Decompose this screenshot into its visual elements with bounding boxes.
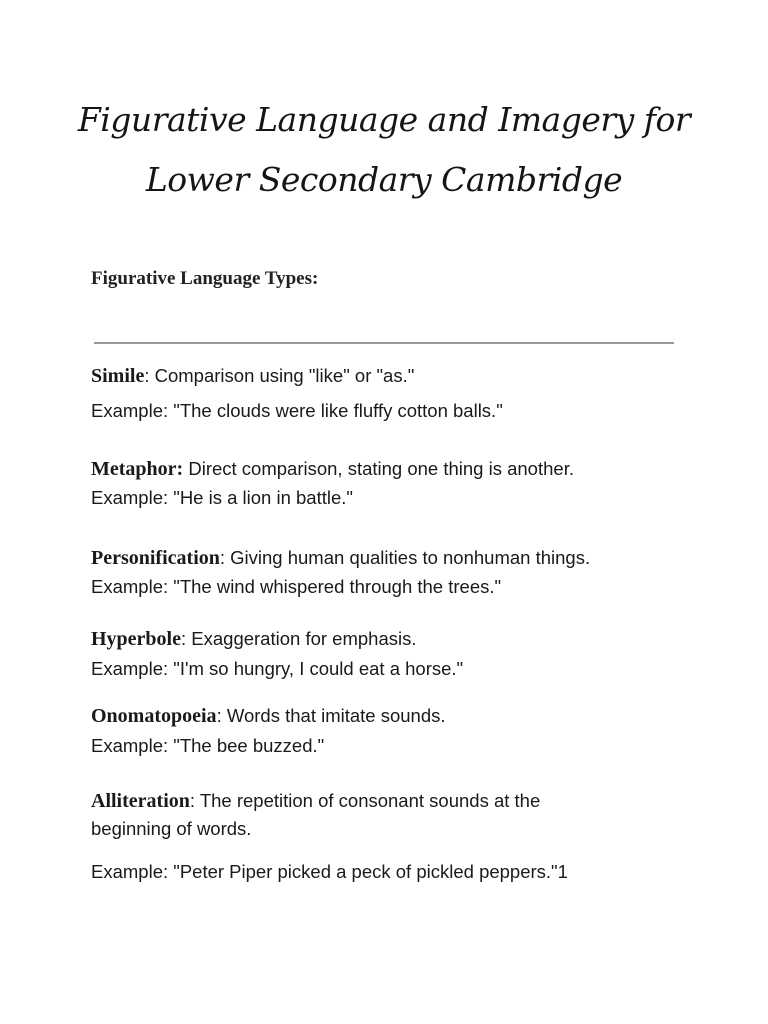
- alliteration-example: Example: "Peter Piper picked a peck of pickled peppers."1: [91, 861, 568, 882]
- metaphor-example: Example: "He is a lion in battle.": [91, 487, 353, 508]
- title-line-1: Figurative Language and Imagery for: [77, 100, 691, 139]
- personification-example: Example: "The wind whispered through the trees.": [91, 576, 502, 597]
- simile-term: Simile: [91, 365, 145, 387]
- section-heading: Figurative Language Types:: [91, 268, 319, 289]
- onomatopoeia-text: : Words that imitate sounds.: [216, 705, 446, 726]
- hyperbole-example: Example: "I'm so hungry, I could eat a horse.": [91, 658, 464, 679]
- personification-definition: [91, 547, 590, 570]
- title-line-2: Lower Secondary Cambridge: [145, 160, 623, 199]
- onomatopoeia-example: Example: "The bee buzzed.": [91, 735, 325, 756]
- alliteration-definition: [91, 790, 540, 813]
- onomatopoeia-definition: [91, 705, 446, 728]
- onomatopoeia-term: Onomatopoeia: [91, 705, 217, 727]
- alliteration-definition-cont: beginning of words.: [91, 818, 252, 839]
- metaphor-text: Direct comparison, stating one thing is another.: [183, 458, 574, 479]
- alliteration-term: Alliteration: [91, 790, 190, 812]
- metaphor-term: Metaphor:: [91, 458, 184, 480]
- divider: [94, 342, 674, 344]
- hyperbole-text: : Exaggeration for emphasis.: [181, 628, 417, 649]
- personification-text: : Giving human qualities to nonhuman things.: [219, 547, 591, 568]
- hyperbole-definition: [91, 628, 417, 651]
- simile-example: Example: "The clouds were like fluffy cotton balls.": [91, 400, 503, 421]
- simile-text: : Comparison using "like" or "as.": [144, 365, 415, 386]
- alliteration-text: : The repetition of consonant sounds at the: [189, 790, 541, 811]
- hyperbole-term: Hyperbole: [91, 628, 181, 650]
- simile-definition: [91, 365, 414, 388]
- personification-term: Personification: [91, 547, 220, 569]
- metaphor-definition: [91, 458, 574, 481]
